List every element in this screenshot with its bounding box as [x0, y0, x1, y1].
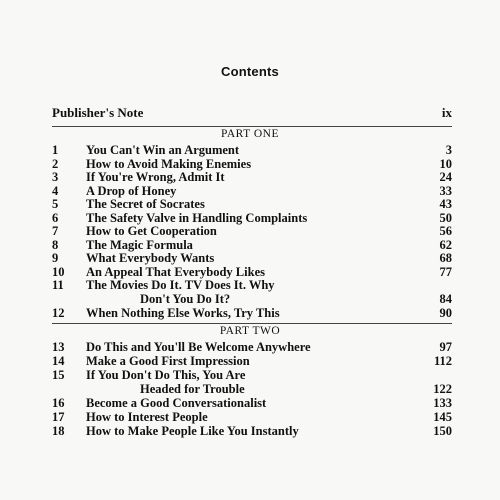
toc-entry [0, 424, 500, 438]
chapter-title: A Drop of Honey [86, 184, 177, 198]
chapter-page-number: 133 [433, 396, 452, 410]
chapter-title: You Can't Win an Argument [86, 143, 240, 157]
chapter-number: 7 [52, 224, 59, 238]
chapter-title: The Movies Do It. TV Does It. Why [86, 278, 275, 292]
chapter-number: 14 [52, 354, 65, 368]
toc-entry [0, 197, 500, 211]
chapter-page-number: 84 [439, 292, 452, 306]
chapter-page-number: 122 [433, 382, 452, 396]
chapter-number: 18 [52, 424, 65, 438]
toc-entry [0, 410, 500, 424]
chapter-page-number: 90 [439, 306, 452, 320]
chapter-page-number: 3 [445, 143, 452, 157]
chapter-title: If You're Wrong, Admit It [86, 170, 225, 184]
chapter-title: The Magic Formula [86, 238, 193, 252]
publishers-note-entry [52, 105, 452, 121]
part-two-heading: PART TWO [219, 325, 281, 337]
chapter-number: 12 [52, 306, 65, 320]
chapter-page-number: 150 [433, 424, 452, 438]
chapter-page-number: 68 [439, 251, 452, 265]
chapter-number: 2 [52, 157, 59, 171]
publishers-note-label: Publisher's Note [52, 105, 144, 120]
toc-entry [0, 306, 500, 320]
chapter-page-number: 33 [439, 184, 452, 198]
toc-entry [0, 211, 500, 225]
part-one-divider [52, 126, 452, 127]
chapter-number: 6 [52, 211, 59, 225]
page-title: Contents [221, 64, 279, 79]
chapter-number: 11 [52, 278, 64, 292]
toc-entry [0, 251, 500, 265]
toc-entry [0, 265, 500, 279]
toc-entry [0, 354, 500, 368]
chapter-title-continued: Don't You Do It? [140, 292, 231, 306]
chapter-number: 13 [52, 340, 65, 354]
chapter-page-number: 56 [439, 224, 452, 238]
chapter-number: 1 [52, 143, 59, 157]
chapter-title: How to Interest People [86, 410, 208, 424]
chapter-title: An Appeal That Everybody Likes [86, 265, 265, 279]
chapter-number: 4 [52, 184, 59, 198]
chapter-page-number: 24 [439, 170, 452, 184]
chapter-page-number: 10 [439, 157, 452, 171]
part-two-divider [52, 323, 452, 324]
chapter-title: Become a Good Conversationalist [86, 396, 267, 410]
chapter-title: Do This and You'll Be Welcome Anywhere [86, 340, 311, 354]
chapter-title: When Nothing Else Works, Try This [86, 306, 280, 320]
toc-entry [0, 396, 500, 410]
chapter-page-number: 97 [439, 340, 452, 354]
chapter-title: The Secret of Socrates [86, 197, 205, 211]
toc-entry [0, 143, 500, 157]
chapter-number: 10 [52, 265, 65, 279]
chapter-title: What Everybody Wants [86, 251, 215, 265]
chapter-page-number: 62 [439, 238, 452, 252]
chapter-title: The Safety Valve in Handling Complaints [86, 211, 308, 225]
toc-entry [0, 368, 500, 396]
toc-entry [0, 157, 500, 171]
chapter-title: How to Get Cooperation [86, 224, 217, 238]
chapter-title: If You Don't Do This, You Are [86, 368, 246, 382]
chapter-page-number: 50 [439, 211, 452, 225]
chapter-number: 8 [52, 238, 59, 252]
chapter-title: How to Make People Like You Instantly [86, 424, 299, 438]
chapter-number: 15 [52, 368, 65, 382]
toc-entry [0, 170, 500, 184]
part-one-heading: PART ONE [221, 128, 279, 140]
toc-entry [0, 184, 500, 198]
chapter-page-number: 145 [433, 410, 452, 424]
chapter-number: 16 [52, 396, 65, 410]
chapter-page-number: 112 [433, 354, 452, 368]
toc-entry [0, 238, 500, 252]
chapter-number: 9 [52, 251, 59, 265]
publishers-note-page: ix [441, 105, 452, 120]
chapter-number: 5 [52, 197, 59, 211]
chapter-page-number: 77 [439, 265, 452, 279]
chapter-page-number: 43 [439, 197, 452, 211]
chapter-title-continued: Headed for Trouble [140, 382, 245, 396]
toc-entry [0, 278, 500, 306]
chapter-title: Make a Good First Impression [86, 354, 250, 368]
chapter-number: 3 [52, 170, 59, 184]
chapter-number: 17 [52, 410, 65, 424]
toc-entry [0, 224, 500, 238]
toc-entry [0, 340, 500, 354]
chapter-title: How to Avoid Making Enemies [86, 157, 252, 171]
